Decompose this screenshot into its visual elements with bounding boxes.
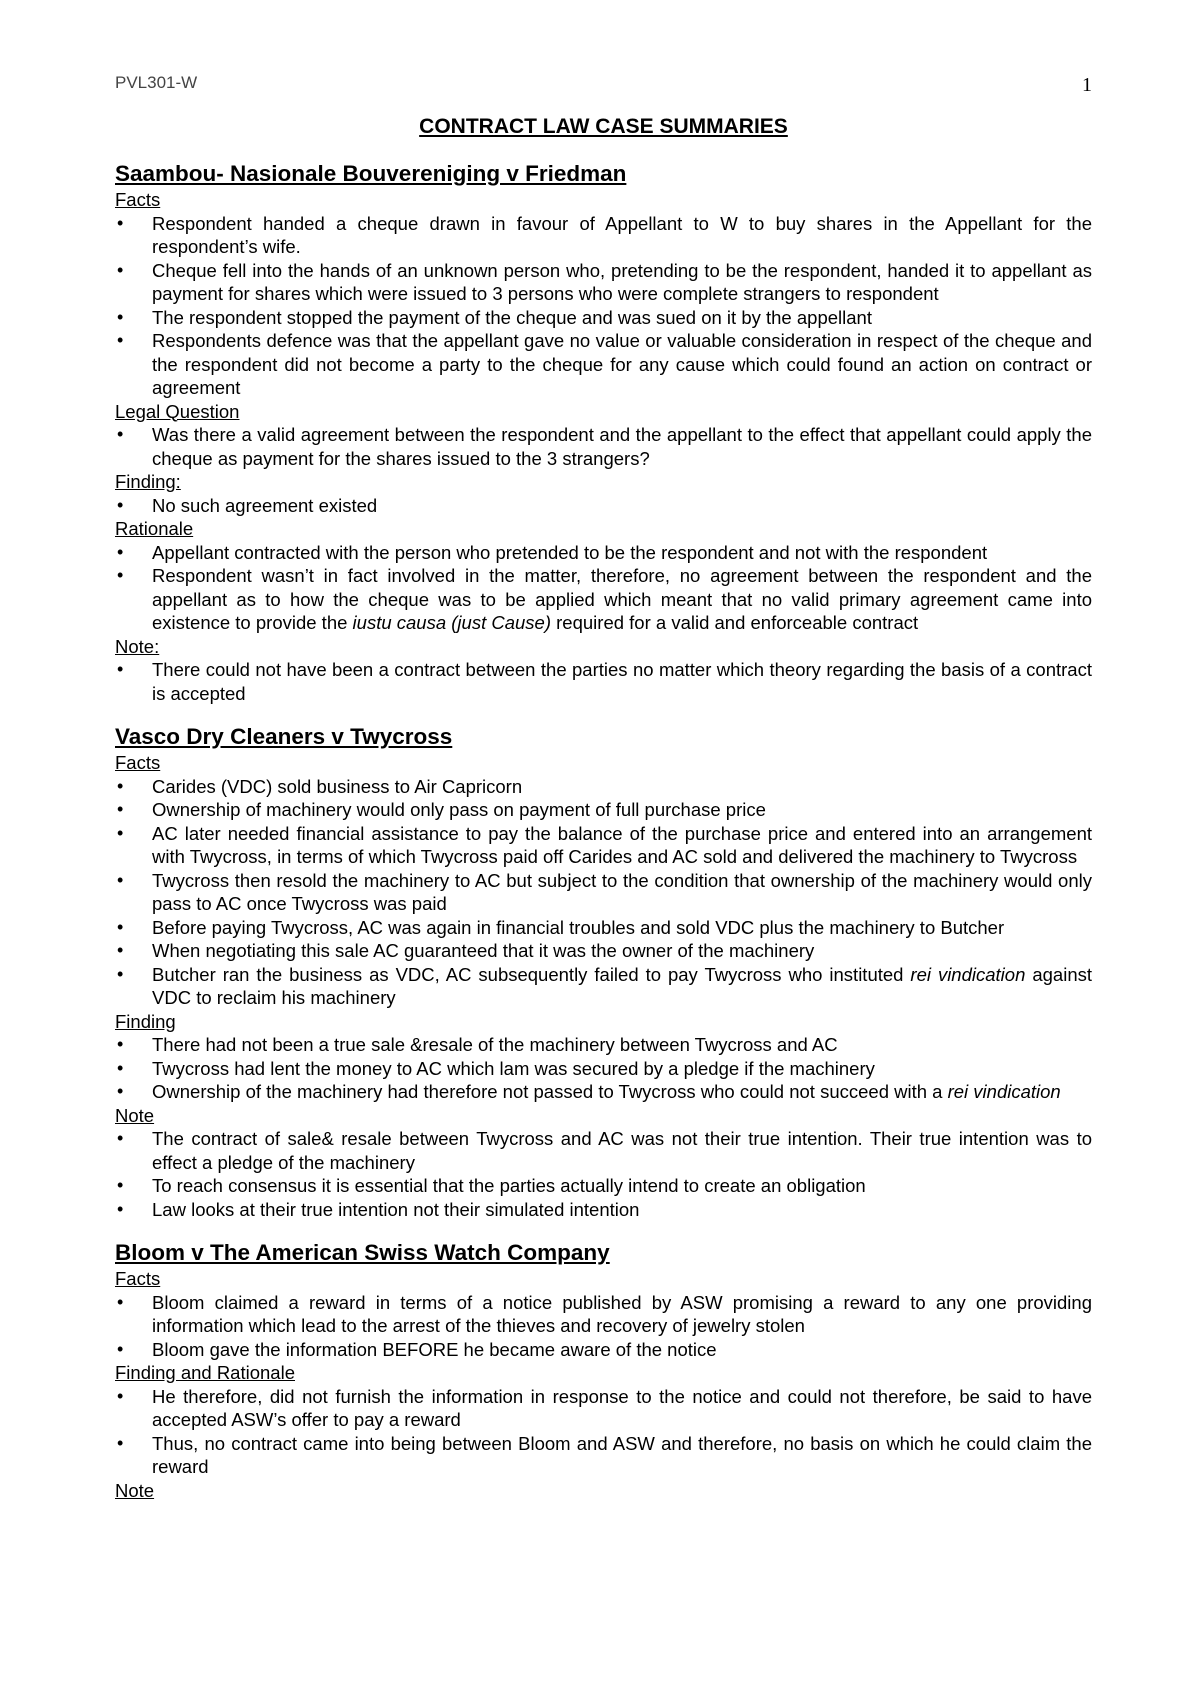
text-segment: Butcher ran the business as VDC, AC subsequently failed to pay Twycross who instituted bbox=[152, 963, 911, 985]
list-item: • The contract of sale& resale between Twycross and AC was not their true intention. Their true intention was to effect a pledge of the machinery bbox=[115, 1127, 1092, 1174]
document-body bbox=[115, 115, 1092, 1520]
rationale-list bbox=[115, 541, 1092, 635]
section-label-finding: Finding: bbox=[115, 471, 181, 492]
list-item: • Law looks at their true intention not their simulated intention bbox=[115, 1198, 1092, 1222]
list-item: • Respondent handed a cheque drawn in favour of Appellant to W to buy shares in the Appellant for the respondent’s wife. bbox=[115, 212, 1092, 259]
case-title: Saambou- Nasionale Bouvereniging v Friedman bbox=[115, 161, 627, 186]
list-item: • There had not been a true sale &resale of the machinery between Twycross and AC bbox=[115, 1033, 1092, 1057]
case-saambou bbox=[115, 160, 1092, 705]
section-label-rationale: Rationale bbox=[115, 518, 194, 539]
list-item: • Cheque fell into the hands of an unknown person who, pretending to be the respondent, handed it to appellant as payment for shares which were issued to 3 persons who were complete strangers to respondent bbox=[115, 259, 1092, 306]
facts-list bbox=[115, 1291, 1092, 1362]
case-title: Bloom v The American Swiss Watch Company bbox=[115, 1240, 610, 1265]
document-title: CONTRACT LAW CASE SUMMARIES bbox=[419, 115, 788, 138]
course-code: PVL301-W bbox=[115, 73, 198, 92]
section-label-note: Note bbox=[115, 1479, 155, 1501]
list-item: • There could not have been a contract between the parties no matter which theory regarding the basis of a contract is accepted bbox=[115, 658, 1092, 705]
text-segment: Ownership of the machinery had therefore not passed to Twycross who could not succeed with a bbox=[152, 1081, 948, 1102]
section-label-facts: Facts bbox=[115, 189, 161, 210]
facts-list bbox=[115, 212, 1092, 400]
list-item: • He therefore, did not furnish the information in response to the notice and could not therefore, be said to have accepted ASW’s offer to pay a reward bbox=[115, 1385, 1092, 1432]
list-item: • Bloom gave the information BEFORE he became aware of the notice bbox=[115, 1338, 1092, 1362]
finding-list bbox=[115, 1033, 1092, 1104]
list-item bbox=[115, 1080, 1092, 1104]
note-list bbox=[115, 658, 1092, 705]
finding-list bbox=[115, 1385, 1092, 1479]
text-segment: Respondent wasn’t in fact involved in the matter, therefore, no agreement between the respondent and the appellant as to how the cheque was to be applied which meant that no valid primary agreement came into existence to provide the bbox=[152, 565, 1092, 633]
list-item bbox=[115, 564, 1092, 635]
note-list bbox=[115, 1127, 1092, 1221]
list-item: • AC later needed financial assistance to pay the balance of the purchase price and entered into an arrangement with Twycross, in terms of which Twycross paid off Carides and AC sold and delivered the machinery to Twycross bbox=[115, 822, 1092, 869]
list-item: • Twycross then resold the machinery to AC but subject to the condition that ownership of the machinery would only pass to AC once Twycross was paid bbox=[115, 869, 1092, 916]
case-vasco bbox=[115, 723, 1092, 1221]
section-label-note: Note: bbox=[115, 635, 160, 657]
section-label-legal-question: Legal Question bbox=[115, 400, 240, 422]
facts-list bbox=[115, 775, 1092, 1010]
list-item: • Ownership of machinery would only pass on payment of full purchase price bbox=[115, 798, 1092, 822]
italic-term: iustu causa (just Cause) bbox=[352, 612, 551, 633]
case-bloom bbox=[115, 1239, 1092, 1502]
list-item: • No such agreement existed bbox=[115, 494, 1092, 518]
legal-question-list bbox=[115, 423, 1092, 470]
list-item: • Twycross had lent the money to AC which lam was secured by a pledge if the machinery bbox=[115, 1057, 1092, 1081]
section-label-finding: Finding bbox=[115, 1010, 176, 1032]
list-item: • When negotiating this sale AC guaranteed that it was the owner of the machinery bbox=[115, 939, 1092, 963]
finding-list bbox=[115, 494, 1092, 518]
list-item: • To reach consensus it is essential that the parties actually intend to create an obligation bbox=[115, 1174, 1092, 1198]
list-item: • Thus, no contract came into being between Bloom and ASW and therefore, no basis on which he could claim the reward bbox=[115, 1432, 1092, 1479]
list-item: • Was there a valid agreement between the respondent and the appellant to the effect that appellant could apply the cheque as payment for the shares issued to the 3 strangers? bbox=[115, 423, 1092, 470]
section-label-note: Note bbox=[115, 1104, 155, 1126]
section-label-finding-rationale: Finding and Rationale bbox=[115, 1362, 295, 1383]
text-segment: against VDC to reclaim his machinery bbox=[152, 963, 1092, 1008]
section-label-facts: Facts bbox=[115, 1268, 161, 1289]
list-item: • Before paying Twycross, AC was again in financial troubles and sold VDC plus the machinery to Butcher bbox=[115, 916, 1092, 940]
list-item: • Bloom claimed a reward in terms of a notice published by ASW promising a reward to any one providing information which lead to the arrest of the thieves and recovery of jewelry stolen bbox=[115, 1291, 1092, 1338]
italic-term: rei vindication bbox=[910, 963, 1026, 985]
list-item: • The respondent stopped the payment of the cheque and was sued on it by the appellant bbox=[115, 306, 1092, 330]
case-title: Vasco Dry Cleaners v Twycross bbox=[115, 724, 453, 749]
page-number: 1 bbox=[1082, 74, 1092, 96]
list-item bbox=[115, 963, 1092, 1010]
list-item: • Respondents defence was that the appellant gave no value or valuable consideration in respect of the cheque and the respondent did not become a party to the cheque for any cause which could found an action on contract or agreement bbox=[115, 329, 1092, 400]
text-segment: required for a valid and enforceable contract bbox=[551, 612, 919, 633]
italic-term: rei vindication bbox=[947, 1081, 1061, 1102]
section-label-facts: Facts bbox=[115, 752, 161, 773]
list-item: • Carides (VDC) sold business to Air Capricorn bbox=[115, 775, 1092, 799]
list-item: • Appellant contracted with the person who pretended to be the respondent and not with the respondent bbox=[115, 541, 1092, 565]
